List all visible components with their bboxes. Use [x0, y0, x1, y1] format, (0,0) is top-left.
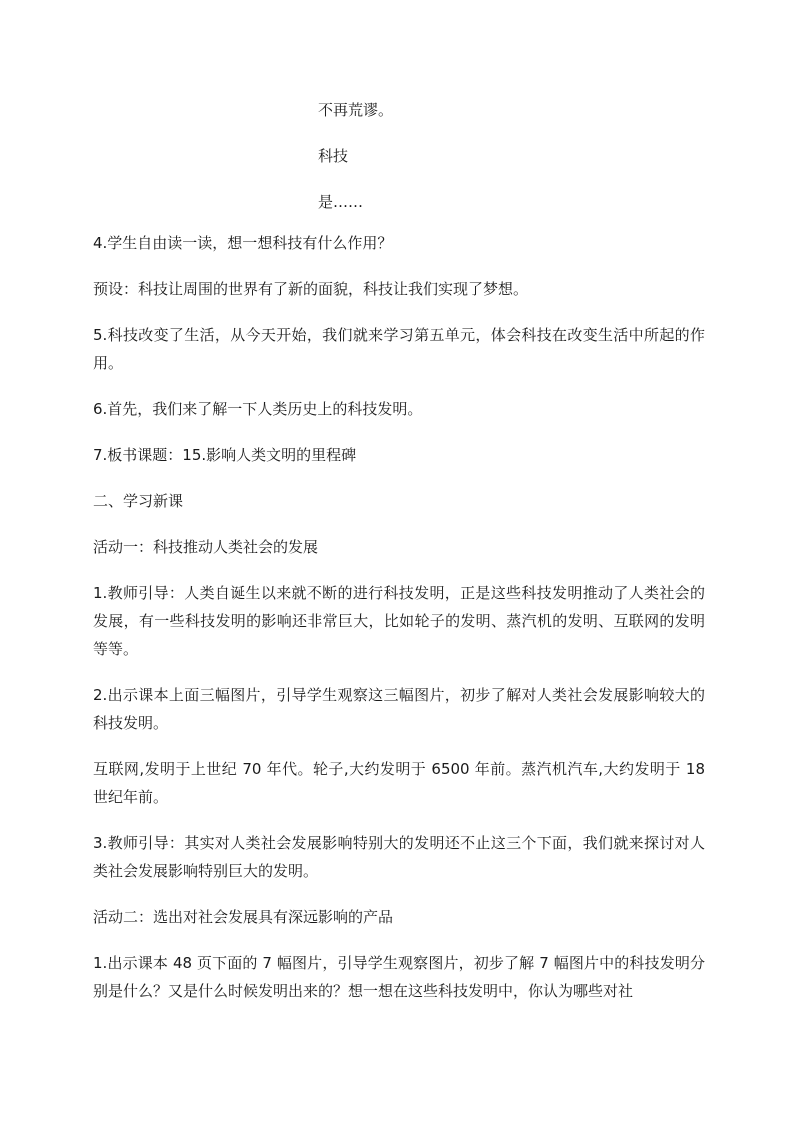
paragraph-teacher-guide-3: 3.教师引导：其实对人类社会发展影响特别大的发明还不止这三个下面，我们就来探讨对人类社会发展影响特别巨大的发明。 [93, 834, 705, 880]
lesson-body [93, 229, 705, 1023]
poem-line: 不再荒谬。 [318, 101, 394, 119]
paragraph-three-pictures: 2.出示课本上面三幅图片，引导学生观察这三幅图片，初步了解对人类社会发展影响较大的科技发明。 [93, 686, 705, 732]
poem-line: 科技 [318, 147, 349, 165]
poem-block [318, 98, 393, 236]
paragraph-question: 4.学生自由读一读，想一想科技有什么作用？ [93, 234, 393, 252]
section-heading: 二、学习新课 [93, 492, 184, 510]
poem-line: 是…… [318, 193, 364, 211]
paragraph-unit-intro: 5.科技改变了生活，从今天开始，我们就来学习第五单元，体会科技在改变生活中所起的作用。 [93, 326, 705, 372]
paragraph-seven-pictures: 1.出示课本 48 页下面的 7 幅图片，引导学生观察图片，初步了解 7 幅图片中的科技发明分别是什么？又是什么时候发明出来的？想一想在这些科技发明中，你认为哪些对社 [93, 954, 705, 1000]
paragraph-preset: 预设：科技让周围的世界有了新的面貌，科技让我们实现了梦想。 [93, 280, 529, 298]
paragraph-topic: 7.板书课题：15.影响人类文明的里程碑 [93, 446, 357, 464]
activity-one-heading: 活动一：科技推动人类社会的发展 [93, 538, 319, 556]
paragraph-teacher-guide-1: 1.教师引导：人类自诞生以来就不断的进行科技发明，正是这些科技发明推动了人类社会的发展，有一些科技发明的影响还非常巨大，比如轮子的发明、蒸汽机的发明、互联网的发明等等。 [93, 584, 705, 658]
paragraph-inventions: 互联网,发明于上世纪 70 年代。轮子,大约发明于 6500 年前。蒸汽机汽车,大约发明于 18 世纪年前。 [93, 760, 705, 806]
activity-two-heading: 活动二：选出对社会发展具有深远影响的产品 [93, 908, 394, 926]
paragraph-history: 6.首先，我们来了解一下人类历史上的科技发明。 [93, 400, 423, 418]
